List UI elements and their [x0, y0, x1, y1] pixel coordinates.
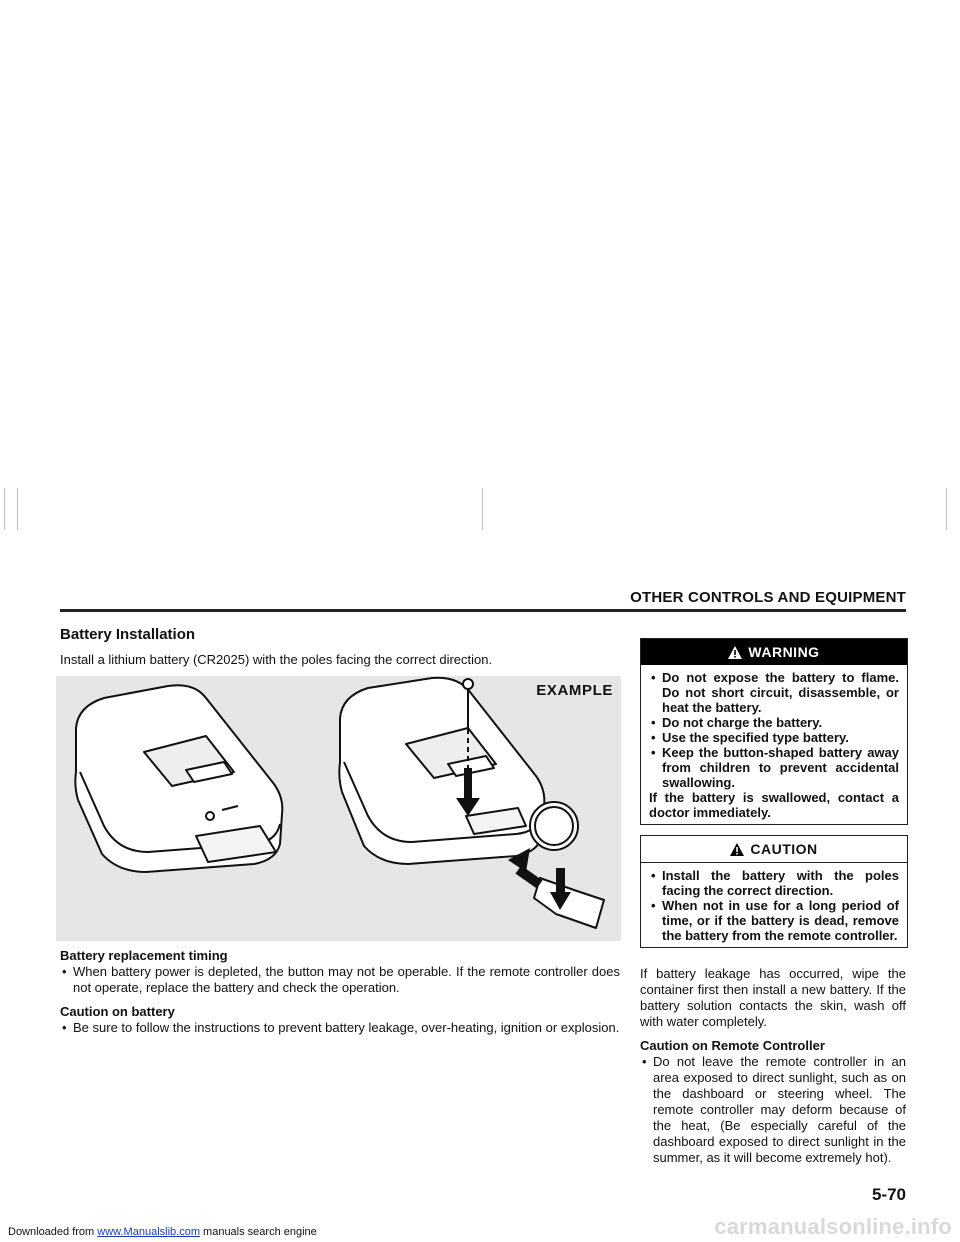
- remote-caution-heading: Caution on Remote Controller: [640, 1038, 825, 1053]
- caution-list: [649, 868, 899, 943]
- warning-triangle-icon: [728, 646, 742, 659]
- replacement-list: [60, 964, 620, 996]
- battery-installation-figure: [56, 676, 621, 941]
- warning-list: [649, 670, 899, 790]
- list-item: • Install the battery with the poles facing the correct direction.: [649, 868, 899, 898]
- crop-mark: [4, 488, 5, 530]
- crop-mark: [946, 488, 947, 530]
- list-item: • When not in use for a long period of time, or if the battery is dead, remove the battery from the remote controller.: [649, 898, 899, 943]
- crop-mark: [17, 488, 18, 530]
- caution-battery-list: [60, 1020, 620, 1036]
- intro-text: Install a lithium battery (CR2025) with the poles facing the correct direction.: [60, 652, 493, 667]
- footer-prefix: Downloaded from: [8, 1226, 98, 1238]
- footer-suffix: manuals search engine: [199, 1226, 317, 1238]
- caution-body: [641, 863, 907, 947]
- caution-battery-heading: Caution on battery: [60, 1004, 175, 1019]
- caution-header: [641, 836, 907, 863]
- page-number: 5-70: [871, 1185, 906, 1204]
- remote-caution-list: [640, 1054, 906, 1166]
- manualslib-link[interactable]: www.Manualslib.com: [97, 1226, 200, 1238]
- caution-title: CAUTION: [750, 841, 818, 857]
- figure-label: EXAMPLE: [536, 682, 613, 699]
- header-rule: [60, 609, 906, 612]
- warning-note: If the battery is swallowed, contact a doctor immediately.: [649, 790, 899, 820]
- list-item: • When battery power is depleted, the button may not be operable. If the remote controller does not operate, replace the battery and check the operation.: [60, 964, 620, 996]
- caution-triangle-icon: [730, 843, 744, 856]
- caution-box: [640, 835, 908, 948]
- list-item: • Do not leave the remote controller in an area exposed to direct sunlight, such as on the dashboard or steering wheel. The remote controller may deform because of the heat, (Be especially careful of the dashboard exposed to direct sunlight in the summer, as it will become extremely hot).: [640, 1054, 906, 1166]
- section-title: Battery Installation: [60, 626, 196, 643]
- watermark: carmanualsonline.info: [714, 1214, 952, 1239]
- right-column: [640, 966, 906, 1174]
- list-item: • Do not expose the battery to flame. Do not short circuit, disassemble, or heat the battery.: [649, 670, 899, 715]
- list-item: • Keep the button-shaped battery away from children to prevent accidental swallowing.: [649, 745, 899, 790]
- left-column: [60, 948, 620, 1044]
- list-item: • Do not charge the battery.: [649, 715, 899, 730]
- warning-title: WARNING: [748, 644, 820, 660]
- remote-illustration: [56, 676, 621, 941]
- footer: [8, 1226, 317, 1238]
- remote-left-icon: [75, 685, 282, 872]
- warning-box: [640, 638, 908, 825]
- leakage-text: If battery leakage has occurred, wipe the container first then install a new battery. If the battery solution contacts the skin, wash off with water completely.: [640, 966, 906, 1029]
- section-header: OTHER CONTROLS AND EQUIPMENT: [630, 589, 906, 606]
- list-item: • Be sure to follow the instructions to prevent battery leakage, over-heating, ignition or explosion.: [60, 1020, 620, 1036]
- replacement-heading: Battery replacement timing: [60, 948, 228, 963]
- warning-body: [641, 665, 907, 824]
- list-item: • Use the specified type battery.: [649, 730, 899, 745]
- warning-header: [641, 639, 907, 665]
- crop-mark: [482, 488, 483, 530]
